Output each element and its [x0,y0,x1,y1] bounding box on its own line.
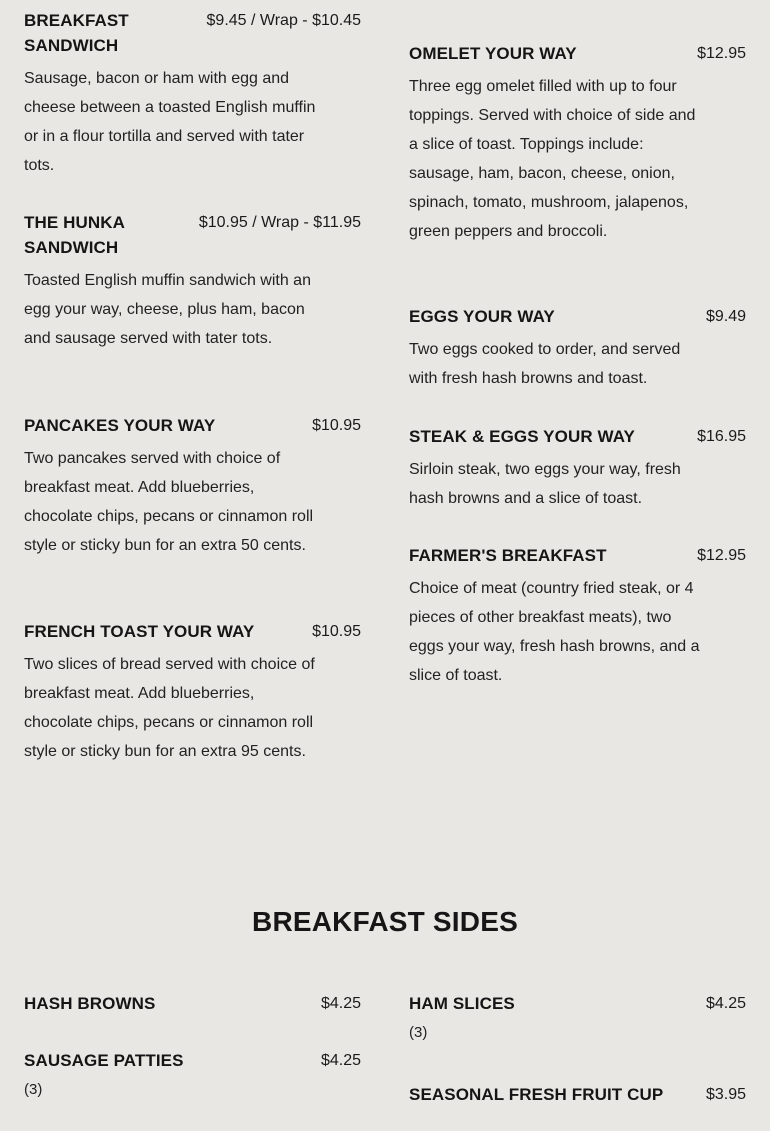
side-item-header [409,991,746,1016]
menu-item-description: Two slices of bread served with choice of breakfast meat. Add blueberries, chocolate chips, pecans or cinnamon roll style or sticky bun for an extra 95 cents. [24,656,315,760]
section-title-breakfast-sides: BREAKFAST SIDES [252,906,518,937]
menu-item-name: FRENCH TOAST YOUR WAY [24,622,255,641]
side-item-header [24,1048,361,1073]
menu-item-name: THE HUNKA SANDWICH [24,213,125,257]
menu-item-price: $9.45 / Wrap - $10.45 [206,12,361,29]
menu-item-name: BREAKFAST SANDWICH [24,11,129,55]
side-item-note: (3) [409,1024,428,1041]
menu-item-description: Toasted English muffin sandwich with an egg your way, cheese, plus ham, bacon and sausage served with tater tots. [24,272,311,347]
side-item [409,991,746,1044]
side-item-price: $4.25 [320,995,361,1012]
sides-left-column [24,0,361,1131]
side-item-header [409,1082,746,1107]
side-item-header [24,991,361,1016]
side-item-name: SAUSAGE PATTIES [24,1051,184,1070]
side-item-price: $3.95 [705,1086,746,1103]
menu-item-price: $10.95 / Wrap - $11.95 [198,214,361,231]
menu-item-description: Sirloin steak, two eggs your way, fresh hash browns and a slice of toast. [409,461,681,507]
menu-item-price: $10.95 [312,623,361,640]
menu-item-price: $9.49 [705,308,746,325]
side-item [409,1082,746,1107]
menu-item-name: EGGS YOUR WAY [409,307,555,326]
side-item-name: HASH BROWNS [24,994,156,1013]
menu-item-description: Choice of meat (country fried steak, or 4 pieces of other breakfast meats), two eggs your way, fresh hash browns, and a slice of toast. [409,580,700,684]
menu-item-name: STEAK & EGGS YOUR WAY [409,427,635,446]
menu-item-description: Two eggs cooked to order, and served with fresh hash browns and toast. [409,341,681,387]
side-item [24,991,361,1016]
side-item [24,1048,361,1101]
menu-item-price: $12.95 [697,45,746,62]
menu-item-price: $10.95 [312,417,361,434]
menu-item-description: Sausage, bacon or ham with egg and cheese between a toasted English muffin or in a flour tortilla and served with tater tots. [24,70,316,174]
side-item-name: SEASONAL FRESH FRUIT CUP [409,1085,664,1104]
menu-item-name: FARMER'S BREAKFAST [409,546,607,565]
menu-item-description: Two pancakes served with choice of breakfast meat. Add blueberries, chocolate chips, pecans or cinnamon roll style or sticky bun for an extra 50 cents. [24,450,314,554]
menu-item-description: Three egg omelet filled with up to four toppings. Served with choice of side and a slice of toast. Toppings include: sausage, ham, bacon, cheese, onion, spinach, tomato, mushroom, jalapenos, green peppers and broccoli. [409,78,696,240]
menu-item-price: $16.95 [697,428,746,445]
menu-item-name: OMELET YOUR WAY [409,44,577,63]
menu-item-name: PANCAKES YOUR WAY [24,416,216,435]
side-item-name: HAM SLICES [409,994,515,1013]
side-item-price: $4.25 [705,995,746,1012]
sides-right-column [409,0,746,1131]
menu-item-price: $12.95 [697,547,746,564]
side-item-price: $4.25 [320,1052,361,1069]
side-item-note: (3) [24,1081,43,1098]
